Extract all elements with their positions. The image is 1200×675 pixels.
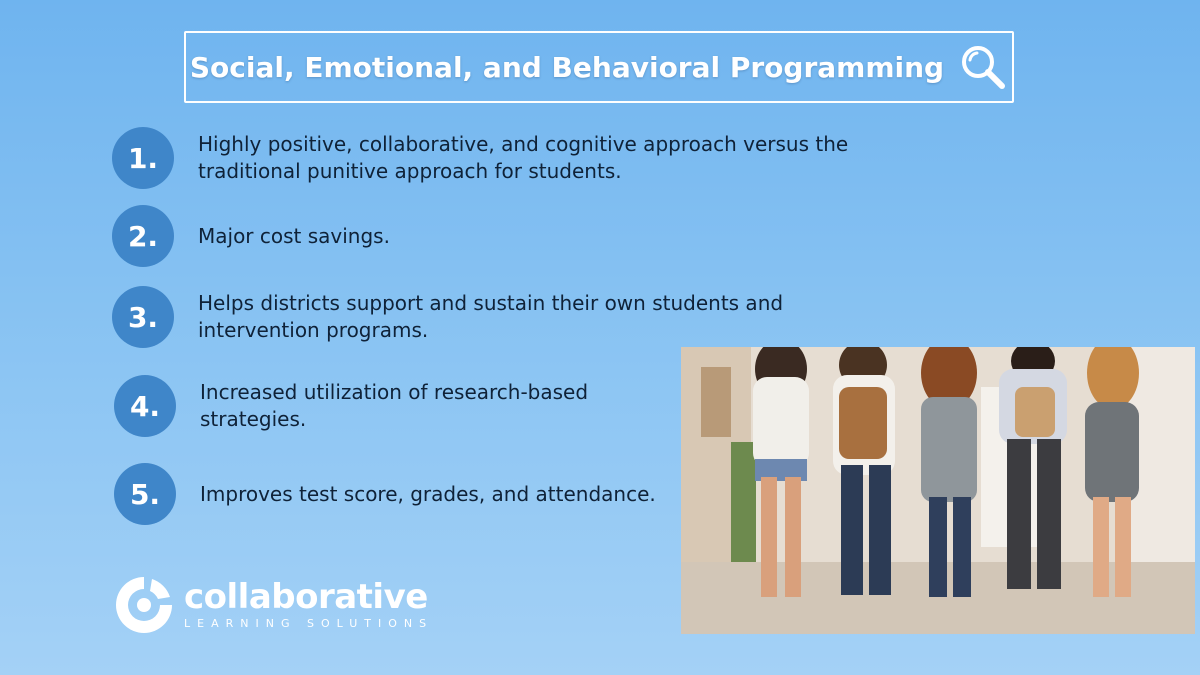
list-item xyxy=(114,375,588,437)
list-item-text: Increased utilization of research-based strategies. xyxy=(200,380,589,431)
list-item-text: Improves test score, grades, and attendance. xyxy=(200,481,656,506)
company-logo xyxy=(112,573,433,637)
number-badge: 5. xyxy=(114,463,176,525)
title-banner xyxy=(184,31,1014,103)
list-item xyxy=(112,205,390,267)
logo-subtitle: LEARNING SOLUTIONS xyxy=(184,617,434,630)
list-item xyxy=(114,463,656,525)
logo-mark-icon xyxy=(112,573,176,637)
search-icon xyxy=(958,42,1008,92)
list-item-text: Highly positive, collaborative, and cognitive approach versus the traditional punitive approach for students. xyxy=(198,132,849,183)
number-badge: 4. xyxy=(114,375,176,437)
number-badge: 1. xyxy=(112,127,174,189)
students-photo xyxy=(681,347,1195,634)
list-item xyxy=(112,127,848,189)
list-item xyxy=(112,286,783,348)
list-item-text: Major cost savings. xyxy=(198,223,390,248)
list-item-text: Helps districts support and sustain their own students and intervention programs. xyxy=(198,291,784,342)
number-badge: 3. xyxy=(112,286,174,348)
page-title: Social, Emotional, and Behavioral Programming xyxy=(189,50,945,84)
logo-name: collaborative xyxy=(184,577,428,617)
number-badge: 2. xyxy=(112,205,174,267)
